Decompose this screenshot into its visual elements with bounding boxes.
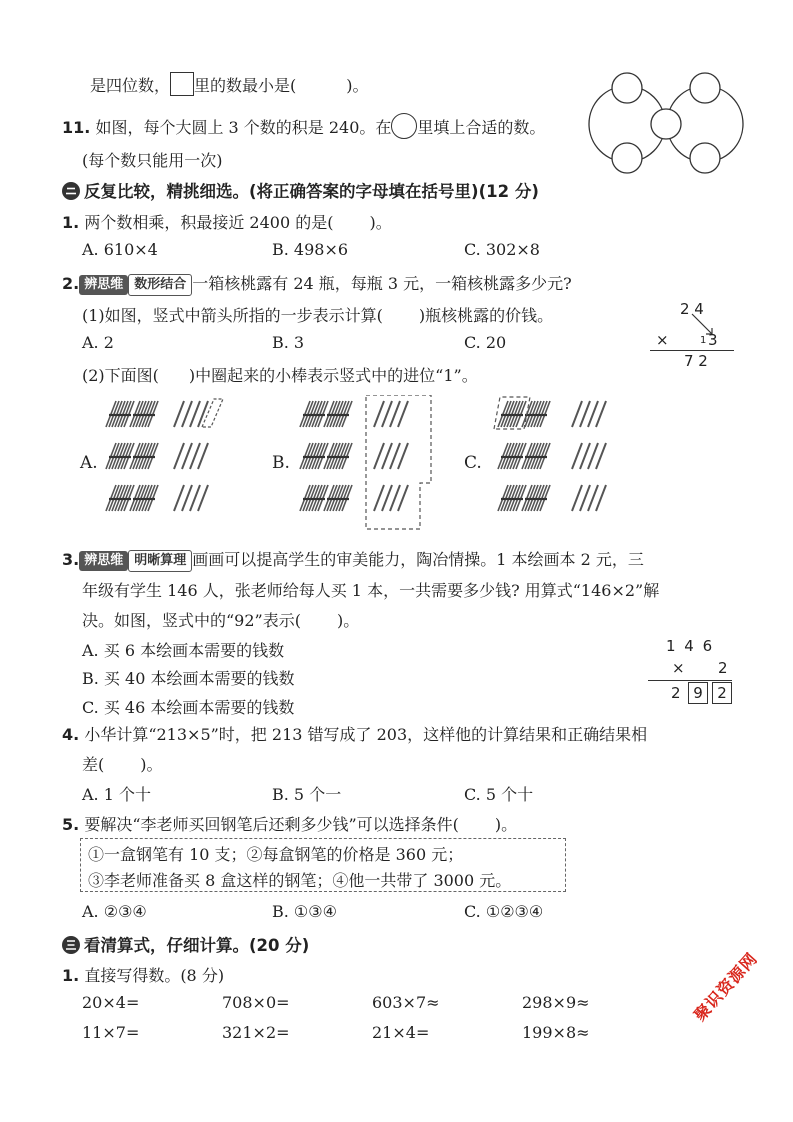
calc-result-digit: 2 <box>671 684 681 702</box>
s2q2-sub2-text: (2)下面图( <box>82 366 159 385</box>
condition-line-2: ③李老师准备买 8 盒这样的钢笔；④他一共带了 3000 元。 <box>88 871 512 890</box>
q10-text-end: )。 <box>346 76 369 95</box>
s2q4-line1 <box>62 722 647 745</box>
s2q5 <box>62 812 517 835</box>
sticks-figures <box>98 395 738 530</box>
calc-item[interactable]: 298×9≈ <box>522 993 590 1012</box>
section-three-icon <box>62 936 80 954</box>
circle-diagram <box>585 68 755 183</box>
calc-item[interactable]: 20×4= <box>82 993 140 1012</box>
s2q2-text: 一箱核桃露有 24 瓶，每瓶 3 元，一箱核桃露多少元? <box>192 274 572 293</box>
s2q2-number: 2. <box>62 274 80 293</box>
figure-label-a: A. <box>80 453 98 473</box>
calc-item[interactable]: 708×0= <box>222 993 290 1012</box>
s2q1-end: )。 <box>369 213 392 232</box>
watermark-text: 聚识资源网 <box>690 948 762 1025</box>
tag-topic: 明晰算理 <box>128 550 192 572</box>
small-circle <box>612 143 642 173</box>
s2q1 <box>62 210 392 233</box>
small-circle <box>690 73 720 103</box>
calc-line <box>650 350 734 351</box>
calc-line <box>648 680 732 681</box>
figure-b <box>300 395 431 529</box>
s2q3-number: 3. <box>62 550 80 569</box>
s2q3-line1 <box>62 547 644 572</box>
option-b[interactable]: B. 买 40 本绘画本需要的钱数 <box>82 669 295 688</box>
s2q5-number: 5. <box>62 815 80 834</box>
section-two-icon <box>62 182 80 200</box>
option-c[interactable]: C. 买 46 本绘画本需要的钱数 <box>82 698 295 717</box>
s3q1-text: 直接写得数。(8 分) <box>84 966 225 985</box>
s2q2-sub1-text: (1)如图，竖式中箭头所指的一步表示计算( <box>82 306 383 325</box>
option-c[interactable]: C. ①②③④ <box>464 902 544 921</box>
s2q4-text-2: 差( <box>82 755 105 774</box>
condition-line-1: ①一盒钢笔有 10 支；②每盒钢笔的价格是 360 元； <box>88 845 464 864</box>
calc-times: × <box>656 331 669 349</box>
q11-text-pre: 如图，每个大圆上 3 个数的积是 240。在 <box>95 118 392 137</box>
s2q3-text-2: 年级有学生 146 人，张老师给每人买 1 本，一共需要多少钱? 用算式“146×2”解 <box>82 581 660 600</box>
q10-text-pre: 是四位数， <box>90 76 171 95</box>
section3-title: 看清算式，仔细计算。(20 分) <box>84 936 310 955</box>
section2-title: 反复比较，精挑细选。(将正确答案的字母填在括号里)(12 分) <box>84 182 539 201</box>
calc-item[interactable]: 21×4= <box>372 1023 430 1042</box>
q10-text-post: 里的数最小是( <box>194 76 297 95</box>
option-c[interactable]: C. 5 个十 <box>464 785 534 804</box>
s2q2 <box>62 271 572 296</box>
small-circle <box>612 73 642 103</box>
option-b[interactable]: B. 498×6 <box>272 240 349 259</box>
s2q2-sub1-end: )瓶核桃露的价钱。 <box>418 306 554 325</box>
section2-header <box>62 178 539 202</box>
q11 <box>62 113 545 139</box>
small-circle <box>690 143 720 173</box>
s2q1-text: 两个数相乘，积最接近 2400 的是( <box>84 213 334 232</box>
s2q5-text: 要解决“李老师买回钢笔后还剩多少钱”可以选择条件( <box>84 815 459 834</box>
calc-top: 2 4 <box>680 300 704 318</box>
calc-item[interactable]: 11×7= <box>82 1023 140 1042</box>
figure-a <box>106 399 223 511</box>
s2q4-text-2-end: )。 <box>140 755 163 774</box>
tag-thinking: 辨思维 <box>79 551 128 571</box>
s2q3-text-1: 画画可以提高学生的审美能力，陶冶情操。1 本绘画本 2 元，三 <box>192 550 644 569</box>
calc-result-boxed: 9 <box>688 682 708 704</box>
answer-circle[interactable] <box>391 113 417 139</box>
figure-c <box>494 397 606 511</box>
option-a[interactable]: A. 2 <box>82 333 114 352</box>
option-a[interactable]: A. 1 个十 <box>82 785 151 804</box>
q11-number: 11. <box>62 118 91 137</box>
q11-text-post: 里填上合适的数。 <box>417 118 546 137</box>
option-b[interactable]: B. 3 <box>272 333 305 352</box>
s2q1-number: 1. <box>62 213 80 232</box>
s2q2-sub2 <box>82 363 478 386</box>
calc-top: 1 4 6 <box>666 637 713 655</box>
tag-thinking: 辨思维 <box>79 275 128 295</box>
option-b[interactable]: B. ①③④ <box>272 902 337 921</box>
small-circle <box>651 109 681 139</box>
option-c[interactable]: C. 20 <box>464 333 507 352</box>
calc-carry: 1 <box>700 335 707 346</box>
calc-result-boxed: 2 <box>712 682 732 704</box>
option-b[interactable]: B. 5 个一 <box>272 785 342 804</box>
figure-label-c: C. <box>464 453 482 473</box>
answer-square[interactable] <box>170 72 194 96</box>
s2q2-sub2-end: )中圈起来的小棒表示竖式中的进位“1”。 <box>188 366 478 385</box>
q10-tail <box>90 72 369 96</box>
q11-note: (每个数只能用一次) <box>82 151 223 170</box>
option-a[interactable]: A. 买 6 本绘画本需要的钱数 <box>82 641 285 660</box>
calc-times: × <box>672 659 685 677</box>
calc-item[interactable]: 199×8≈ <box>522 1023 590 1042</box>
calc-item[interactable]: 603×7≈ <box>372 993 440 1012</box>
s2q4-line2 <box>82 752 163 775</box>
s2q2-sub1 <box>82 303 553 326</box>
tag-topic: 数形结合 <box>128 274 192 296</box>
s3q1-number: 1. <box>62 966 80 985</box>
s3q1 <box>62 963 224 986</box>
s2q4-number: 4. <box>62 725 80 744</box>
calc-item[interactable]: 321×2= <box>222 1023 290 1042</box>
option-c[interactable]: C. 302×8 <box>464 240 540 259</box>
section3-header <box>62 932 309 956</box>
s2q3-text-3: 决。如图，竖式中的“92”表示( <box>82 611 301 630</box>
calc-result: 7 2 <box>684 352 708 370</box>
option-a[interactable]: A. 610×4 <box>82 240 158 259</box>
calc-multiplier: 3 <box>708 331 718 349</box>
s2q5-end: )。 <box>494 815 518 834</box>
option-a[interactable]: A. ②③④ <box>82 902 147 921</box>
s2q4-text-1: 小华计算“213×5”时，把 213 错写成了 203，这样他的计算结果和正确结果相 <box>84 725 648 744</box>
s2q3-text-3-end: )。 <box>336 611 360 630</box>
calc-multiplier: 2 <box>718 659 728 677</box>
s2q3-line3 <box>82 608 359 631</box>
figure-label-b: B. <box>272 453 290 473</box>
